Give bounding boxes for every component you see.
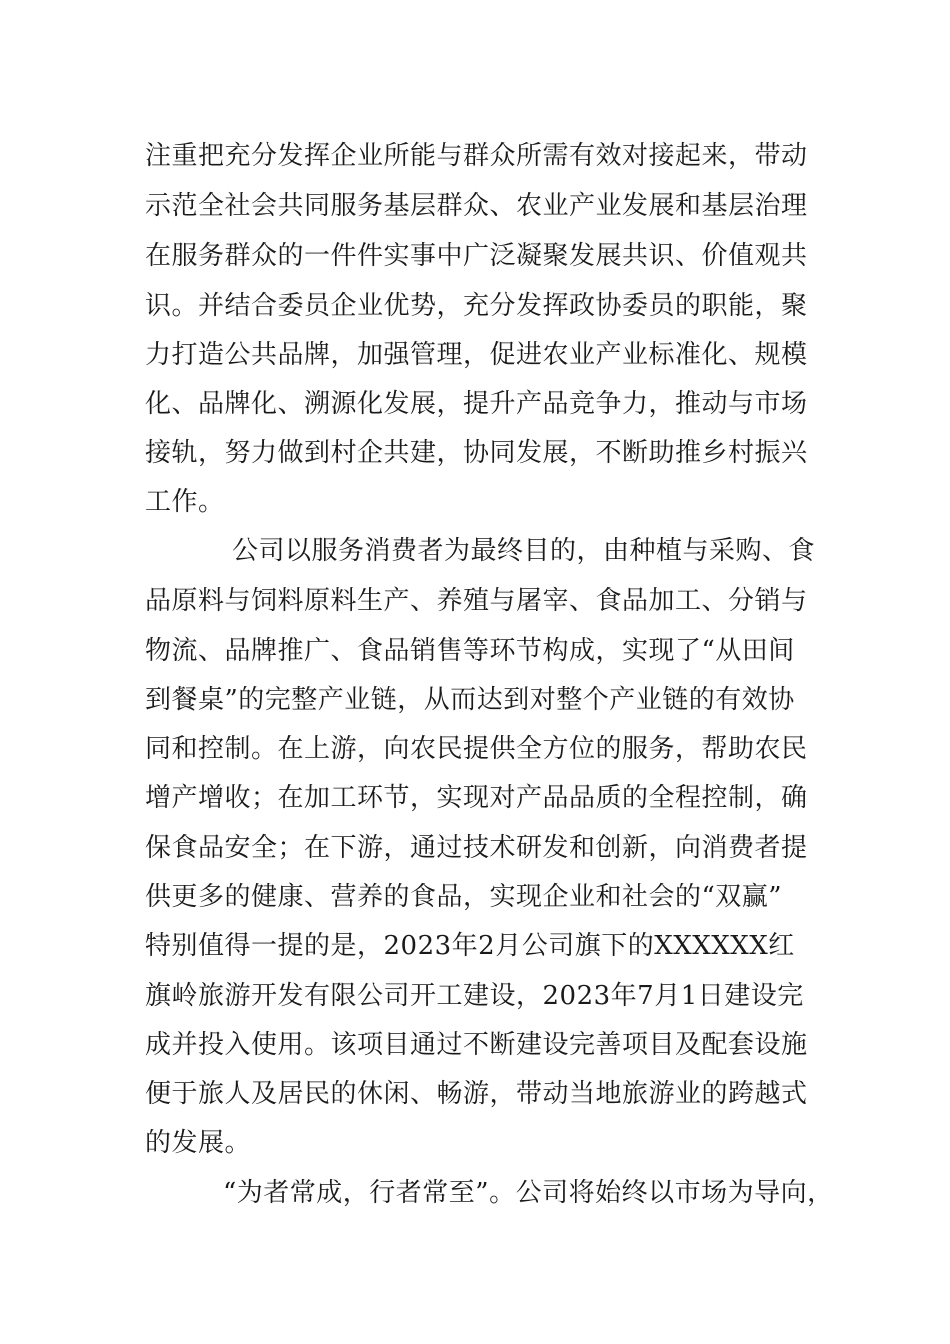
text-line: 到餐桌”的完整产业链，从而达到对整个产业链的有效协 bbox=[145, 685, 795, 715]
text-line: 化、品牌化、溯源化发展，提升产品竞争力，推动与市场 bbox=[145, 389, 808, 419]
text-line: 特别值得一提的是，2023年2月公司旗下的XXXXXX红 bbox=[145, 931, 795, 961]
paragraph-first-line: 公司以服务消费者为最终目的，由种植与采购、食 bbox=[232, 536, 816, 566]
text-line: 示范全社会共同服务基层群众、农业产业发展和基层治理 bbox=[145, 191, 808, 221]
text-line: 便于旅人及居民的休闲、畅游，带动当地旅游业的跨越式 bbox=[145, 1079, 808, 1109]
text-line: 成并投入使用。该项目通过不断建设完善项目及配套设施 bbox=[145, 1030, 808, 1060]
text-line: 力打造公共品牌，加强管理，促进农业产业标准化、规模 bbox=[145, 340, 808, 370]
text-line: 供更多的健康、营养的食品，实现企业和社会的“双赢” bbox=[145, 882, 783, 912]
text-line: 在服务群众的一件件实事中广泛凝聚发展共识、价值观共 bbox=[145, 241, 808, 271]
text-line: 品原料与饲料原料生产、养殖与屠宰、食品加工、分销与 bbox=[145, 586, 808, 616]
paragraph-first-line: “为者常成，行者常至”。公司将始终以市场为导向， bbox=[223, 1178, 834, 1208]
text-line: 注重把充分发挥企业所能与群众所需有效对接起来，带动 bbox=[145, 141, 808, 171]
text-line: 同和控制。在上游，向农民提供全方位的服务，帮助农民 bbox=[145, 734, 808, 764]
text-line: 物流、品牌推广、食品销售等环节构成，实现了“从田间 bbox=[145, 636, 795, 666]
text-line: 保食品安全；在下游，通过技术研发和创新，向消费者提 bbox=[145, 833, 808, 863]
text-line: 增产增收；在加工环节，实现对产品品质的全程控制，确 bbox=[145, 783, 808, 813]
text-line: 的发展。 bbox=[145, 1128, 252, 1158]
text-line: 接轨，努力做到村企共建，协同发展，不断助推乡村振兴 bbox=[145, 438, 808, 468]
text-line: 旗岭旅游开发有限公司开工建设，2023年7月1日建设完 bbox=[145, 981, 804, 1011]
text-line: 工作。 bbox=[145, 487, 225, 517]
text-line: 识。并结合委员企业优势，充分发挥政协委员的职能，聚 bbox=[145, 291, 808, 321]
